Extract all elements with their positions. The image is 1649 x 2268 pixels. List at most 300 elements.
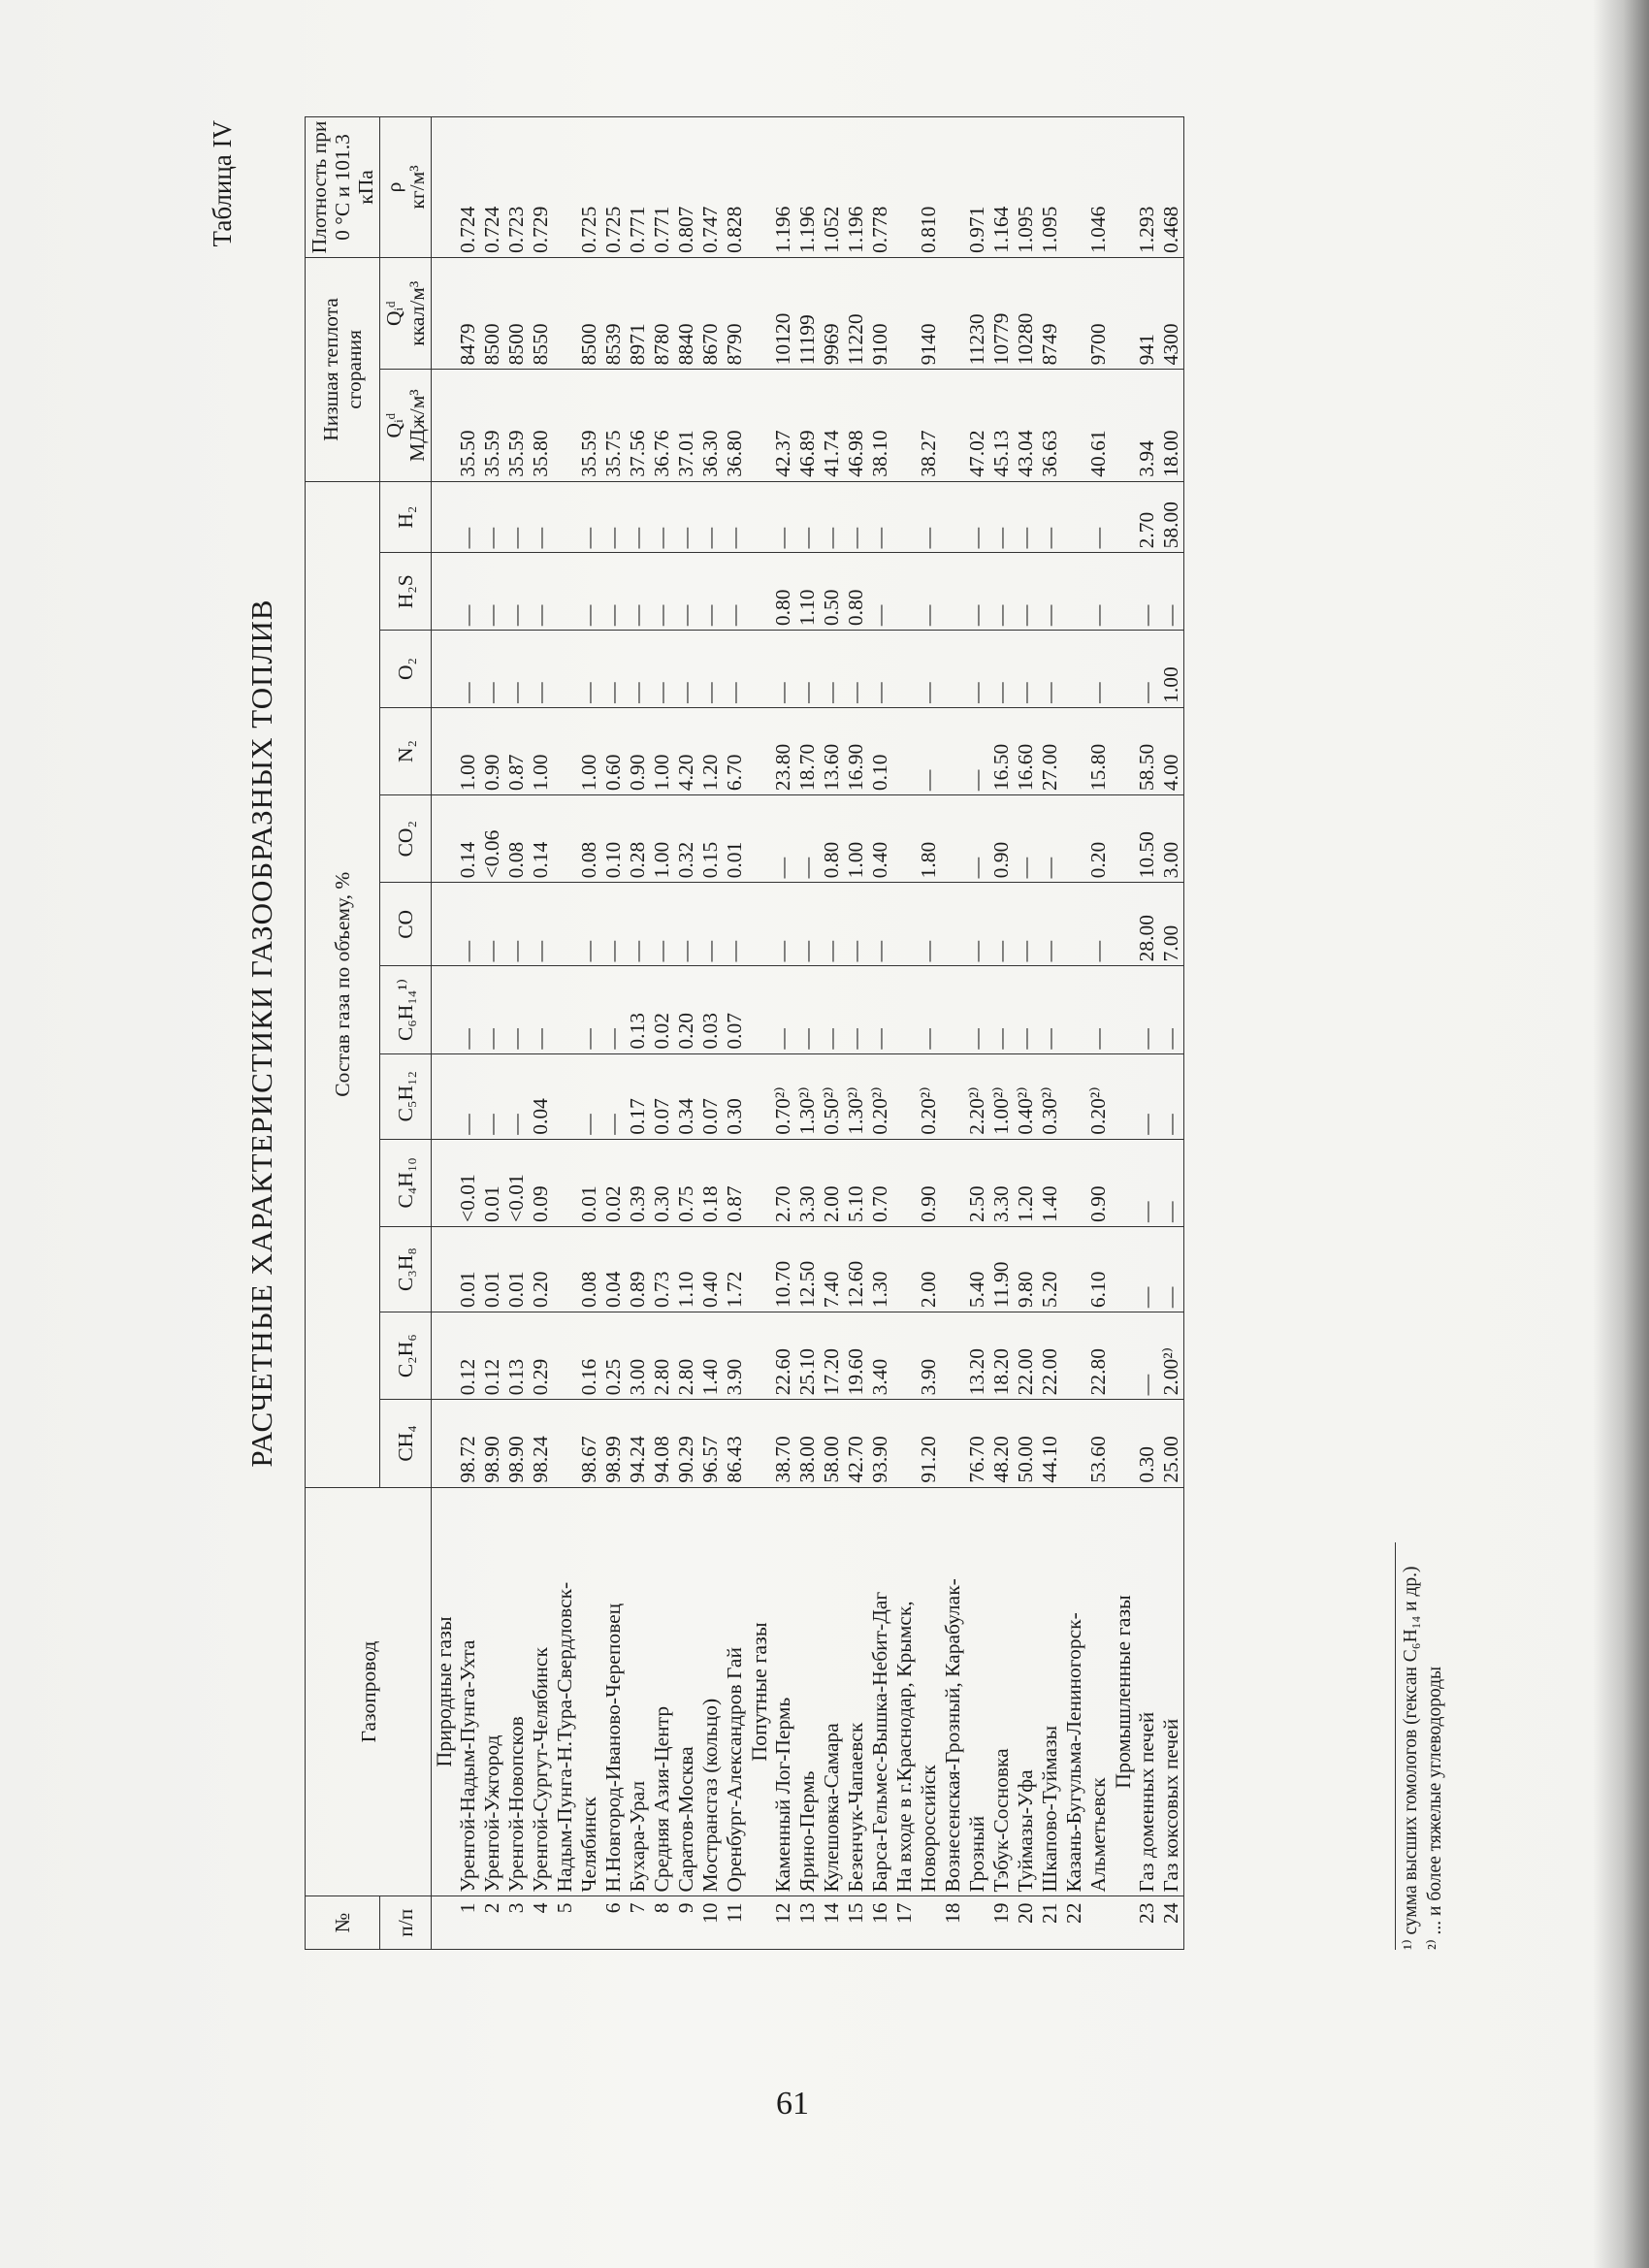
- value-cell: [553, 795, 577, 883]
- density-line1: Плотность при: [307, 120, 331, 254]
- value-cell: 94.24: [626, 1400, 650, 1487]
- section-title: Промышленные газы: [1111, 1487, 1135, 1896]
- value-cell: [553, 553, 577, 631]
- row-number: 12: [771, 1896, 795, 1950]
- table-row: [1038, 117, 1062, 1950]
- value-cell: 3.94: [1135, 370, 1159, 481]
- value-cell: 1.40: [698, 1312, 723, 1400]
- value-cell: —: [601, 481, 626, 553]
- section-blank-cell: [432, 1139, 457, 1226]
- value-cell: [553, 257, 577, 369]
- value-cell: 1.10: [795, 553, 820, 631]
- table-body: [432, 117, 1184, 1950]
- pipeline-name: Газ доменных печей: [1135, 1487, 1159, 1896]
- section-spacer: [747, 1896, 771, 1950]
- value-cell: 37.56: [626, 370, 650, 481]
- value-cell: —: [1014, 631, 1038, 708]
- value-cell: —: [1159, 966, 1184, 1053]
- value-cell: 0.08: [577, 1226, 601, 1312]
- value-cell: 0.15: [698, 795, 723, 883]
- value-cell: 11230: [965, 257, 989, 369]
- pipeline-name: Н.Новгород-Иваново-Череповец: [601, 1487, 626, 1896]
- pipeline-name: Оренбург-Александров Гай: [723, 1487, 747, 1896]
- col-rho: [380, 117, 432, 258]
- table-row: [917, 117, 941, 1950]
- value-cell: —: [844, 481, 868, 553]
- col-number-bottom: п/п: [380, 1896, 432, 1950]
- col-ch4: CH₄: [380, 1400, 432, 1487]
- value-cell: 0.34: [674, 1053, 698, 1139]
- section-blank-cell: [432, 966, 457, 1053]
- value-cell: 8790: [723, 257, 747, 369]
- value-cell: 35.59: [577, 370, 601, 481]
- value-cell: 36.76: [650, 370, 674, 481]
- value-cell: 2.00: [820, 1139, 844, 1226]
- value-cell: [553, 966, 577, 1053]
- value-cell: 0.468: [1159, 117, 1184, 258]
- value-cell: 0.16: [577, 1312, 601, 1400]
- table-row: [1014, 117, 1038, 1950]
- value-cell: 98.24: [529, 1400, 553, 1487]
- value-cell: [941, 553, 965, 631]
- value-cell: [892, 257, 917, 369]
- value-cell: 1.00: [650, 707, 674, 794]
- value-cell: 2.80: [674, 1312, 698, 1400]
- value-cell: 90.29: [674, 1400, 698, 1487]
- value-cell: —: [626, 481, 650, 553]
- value-cell: 0.30: [723, 1053, 747, 1139]
- row-number: [1086, 1896, 1111, 1950]
- value-cell: 0.18: [698, 1139, 723, 1226]
- value-cell: 12.60: [844, 1226, 868, 1312]
- value-cell: —: [601, 883, 626, 966]
- value-cell: <0.06: [480, 795, 504, 883]
- row-number: 4: [529, 1896, 553, 1950]
- value-cell: —: [1086, 883, 1111, 966]
- value-cell: 0.50²⁾: [820, 1053, 844, 1139]
- table-row: [456, 117, 480, 1950]
- value-cell: 3.00: [626, 1312, 650, 1400]
- value-cell: —: [868, 481, 892, 553]
- value-cell: —: [456, 481, 480, 553]
- value-cell: [1062, 1400, 1086, 1487]
- section-blank-cell: [432, 1053, 457, 1139]
- value-cell: 8780: [650, 257, 674, 369]
- row-number: 18: [941, 1896, 965, 1950]
- value-cell: —: [626, 553, 650, 631]
- section-blank-cell: [747, 631, 771, 708]
- value-cell: 2.70: [771, 1139, 795, 1226]
- value-cell: —: [1086, 553, 1111, 631]
- value-cell: —: [1086, 631, 1111, 708]
- value-cell: 0.28: [626, 795, 650, 883]
- col-c6h14: C₆H₁₄¹⁾: [380, 966, 432, 1053]
- value-cell: 0.60: [601, 707, 626, 794]
- section-blank-cell: [1111, 1400, 1135, 1487]
- value-cell: —: [965, 795, 989, 883]
- value-cell: [553, 481, 577, 553]
- value-cell: —: [601, 966, 626, 1053]
- value-cell: —: [795, 883, 820, 966]
- value-cell: 2.00²⁾: [1159, 1312, 1184, 1400]
- value-cell: 13.60: [820, 707, 844, 794]
- value-cell: 47.02: [965, 370, 989, 481]
- value-cell: —: [771, 966, 795, 1053]
- value-cell: 0.87: [723, 1139, 747, 1226]
- value-cell: [892, 370, 917, 481]
- value-cell: [892, 707, 917, 794]
- value-cell: 8670: [698, 257, 723, 369]
- value-cell: 0.89: [626, 1226, 650, 1312]
- value-cell: [1062, 481, 1086, 553]
- section-blank-cell: [747, 966, 771, 1053]
- table-label: Таблица IV: [208, 120, 237, 247]
- value-cell: 0.80: [771, 553, 795, 631]
- value-cell: 1.164: [989, 117, 1014, 258]
- value-cell: 18.70: [795, 707, 820, 794]
- value-cell: [892, 1139, 917, 1226]
- value-cell: [941, 1312, 965, 1400]
- value-cell: —: [674, 481, 698, 553]
- value-cell: —: [529, 631, 553, 708]
- pipeline-name: Надым-Пунга-Н.Тура-Свердловск-: [553, 1487, 577, 1896]
- value-cell: 0.30: [650, 1139, 674, 1226]
- pipeline-name: На входе в г.Краснодар, Крымск,: [892, 1487, 917, 1896]
- section-blank-cell: [747, 883, 771, 966]
- value-cell: 16.50: [989, 707, 1014, 794]
- section-blank-cell: [432, 795, 457, 883]
- value-cell: 0.807: [674, 117, 698, 258]
- col-h2s: H₂S: [380, 553, 432, 631]
- value-cell: 43.04: [1014, 370, 1038, 481]
- table-row: [1086, 117, 1111, 1950]
- value-cell: —: [1014, 481, 1038, 553]
- table-row: [674, 117, 698, 1950]
- value-cell: 0.10: [601, 795, 626, 883]
- value-cell: 35.59: [480, 370, 504, 481]
- value-cell: —: [577, 1053, 601, 1139]
- value-cell: [892, 117, 917, 258]
- section-blank-cell: [747, 1400, 771, 1487]
- value-cell: 4.20: [674, 707, 698, 794]
- row-number: 19: [989, 1896, 1014, 1950]
- table-row: [795, 117, 820, 1950]
- value-cell: —: [917, 631, 941, 708]
- table-row: [529, 117, 553, 1950]
- pipeline-name: Уренгой-Сургут-Челябинск: [529, 1487, 553, 1896]
- value-cell: 5.20: [1038, 1226, 1062, 1312]
- value-cell: 10.70: [771, 1226, 795, 1312]
- value-cell: 2.20²⁾: [965, 1053, 989, 1139]
- value-cell: 0.14: [456, 795, 480, 883]
- value-cell: 0.29: [529, 1312, 553, 1400]
- value-cell: 0.20: [1086, 795, 1111, 883]
- value-cell: —: [844, 966, 868, 1053]
- value-cell: 91.20: [917, 1400, 941, 1487]
- value-cell: —: [844, 631, 868, 708]
- value-cell: 0.20²⁾: [917, 1053, 941, 1139]
- value-cell: 2.00: [917, 1226, 941, 1312]
- value-cell: 3.40: [868, 1312, 892, 1400]
- value-cell: 0.50: [820, 553, 844, 631]
- row-number: 11: [723, 1896, 747, 1950]
- value-cell: —: [626, 631, 650, 708]
- value-cell: [892, 1400, 917, 1487]
- value-cell: —: [577, 631, 601, 708]
- value-cell: [941, 481, 965, 553]
- value-cell: —: [529, 481, 553, 553]
- col-heat: Низшая теплота сгорания: [306, 257, 380, 481]
- value-cell: —: [698, 481, 723, 553]
- value-cell: 0.25: [601, 1312, 626, 1400]
- pipeline-name: Саратов-Москва: [674, 1487, 698, 1896]
- section-row: [747, 117, 771, 1950]
- section-blank-cell: [747, 795, 771, 883]
- value-cell: —: [1135, 631, 1159, 708]
- table-row: [844, 117, 868, 1950]
- value-cell: [892, 481, 917, 553]
- section-blank-cell: [1111, 631, 1135, 708]
- value-cell: 1.00: [529, 707, 553, 794]
- value-cell: —: [529, 553, 553, 631]
- row-number: 20: [1014, 1896, 1038, 1950]
- value-cell: 1.40: [1038, 1139, 1062, 1226]
- value-cell: —: [1014, 795, 1038, 883]
- row-number: [965, 1896, 989, 1950]
- value-cell: 1.72: [723, 1226, 747, 1312]
- value-cell: 41.74: [820, 370, 844, 481]
- value-cell: [941, 631, 965, 708]
- pipeline-name: Тэбук-Сосновка: [989, 1487, 1014, 1896]
- value-cell: —: [504, 883, 529, 966]
- value-cell: 98.72: [456, 1400, 480, 1487]
- value-cell: 0.20: [529, 1226, 553, 1312]
- value-cell: —: [820, 631, 844, 708]
- value-cell: 17.20: [820, 1312, 844, 1400]
- value-cell: 98.90: [480, 1400, 504, 1487]
- row-number: 10: [698, 1896, 723, 1950]
- section-blank-cell: [432, 370, 457, 481]
- value-cell: 0.729: [529, 117, 553, 258]
- col-density: [306, 117, 380, 258]
- value-cell: 10280: [1014, 257, 1038, 369]
- value-cell: —: [868, 631, 892, 708]
- value-cell: 12.50: [795, 1226, 820, 1312]
- value-cell: [553, 883, 577, 966]
- pipeline-name: Челябинск: [577, 1487, 601, 1896]
- value-cell: 8840: [674, 257, 698, 369]
- table-row: [626, 117, 650, 1950]
- value-cell: 0.03: [698, 966, 723, 1053]
- value-cell: [553, 631, 577, 708]
- value-cell: 5.40: [965, 1226, 989, 1312]
- value-cell: —: [698, 883, 723, 966]
- value-cell: —: [1135, 1312, 1159, 1400]
- col-pipeline: Газопровод: [306, 1487, 432, 1896]
- value-cell: [1062, 707, 1086, 794]
- section-blank-cell: [432, 257, 457, 369]
- footnote-1: ¹⁾ сумма высших гомологов (гексан C₆H₁₄ и др.): [1401, 1566, 1421, 1950]
- value-cell: [941, 257, 965, 369]
- value-cell: 8971: [626, 257, 650, 369]
- section-blank-cell: [432, 117, 457, 258]
- row-number: 1: [456, 1896, 480, 1950]
- value-cell: [892, 1312, 917, 1400]
- section-title: Попутные газы: [747, 1487, 771, 1896]
- col-c4h10: C₄H₁₀: [380, 1139, 432, 1226]
- value-cell: —: [698, 553, 723, 631]
- value-cell: —: [989, 553, 1014, 631]
- value-cell: 94.08: [650, 1400, 674, 1487]
- value-cell: 1.095: [1038, 117, 1062, 258]
- value-cell: —: [1014, 553, 1038, 631]
- section-blank-cell: [1111, 1226, 1135, 1312]
- value-cell: 8500: [577, 257, 601, 369]
- value-cell: 0.08: [504, 795, 529, 883]
- header-row-top: [306, 117, 380, 1950]
- row-number: 16: [868, 1896, 892, 1950]
- value-cell: 1.052: [820, 117, 844, 258]
- value-cell: 9.80: [1014, 1226, 1038, 1312]
- value-cell: 7.40: [820, 1226, 844, 1312]
- value-cell: 35.75: [601, 370, 626, 481]
- section-blank-cell: [1111, 1312, 1135, 1400]
- pipeline-name: Шкапово-Туймазы: [1038, 1487, 1062, 1896]
- value-cell: <0.01: [504, 1139, 529, 1226]
- section-blank-cell: [747, 370, 771, 481]
- value-cell: 0.40²⁾: [1014, 1053, 1038, 1139]
- section-blank-cell: [1111, 883, 1135, 966]
- section-blank-cell: [747, 707, 771, 794]
- value-cell: 42.70: [844, 1400, 868, 1487]
- footnote-2: ²⁾ ... и более тяжелые углеводороды: [1425, 1666, 1445, 1950]
- value-cell: —: [1038, 553, 1062, 631]
- value-cell: —: [1159, 1053, 1184, 1139]
- value-cell: 0.771: [626, 117, 650, 258]
- pipeline-name: Барса-Гельмес-Вышка-Небит-Даг: [868, 1487, 892, 1896]
- value-cell: [892, 795, 917, 883]
- value-cell: 98.67: [577, 1400, 601, 1487]
- value-cell: [892, 553, 917, 631]
- value-cell: 1.20: [1014, 1139, 1038, 1226]
- value-cell: 38.70: [771, 1400, 795, 1487]
- value-cell: —: [1038, 481, 1062, 553]
- row-number: 7: [626, 1896, 650, 1950]
- value-cell: 0.20²⁾: [868, 1053, 892, 1139]
- value-cell: —: [1014, 966, 1038, 1053]
- pipeline-name: Мострансгаз (кольцо): [698, 1487, 723, 1896]
- value-cell: 0.70²⁾: [771, 1053, 795, 1139]
- value-cell: 0.32: [674, 795, 698, 883]
- fuel-properties-table: [305, 116, 1184, 1950]
- value-cell: 1.00: [1159, 631, 1184, 708]
- table-row: [577, 117, 601, 1950]
- pipeline-name: Кулешовка-Самара: [820, 1487, 844, 1896]
- value-cell: —: [723, 481, 747, 553]
- value-cell: 76.70: [965, 1400, 989, 1487]
- value-cell: 0.771: [650, 117, 674, 258]
- value-cell: —: [965, 481, 989, 553]
- value-cell: [941, 1400, 965, 1487]
- value-cell: 25.00: [1159, 1400, 1184, 1487]
- value-cell: —: [456, 631, 480, 708]
- section-blank-cell: [1111, 257, 1135, 369]
- table-row: [771, 117, 795, 1950]
- binding-shadow: [1593, 0, 1649, 2268]
- value-cell: [1062, 553, 1086, 631]
- value-cell: —: [456, 966, 480, 1053]
- row-number: 17: [892, 1896, 917, 1950]
- value-cell: 1.196: [795, 117, 820, 258]
- value-cell: —: [868, 553, 892, 631]
- value-cell: —: [577, 883, 601, 966]
- value-cell: 8550: [529, 257, 553, 369]
- value-cell: 96.57: [698, 1400, 723, 1487]
- value-cell: —: [1159, 1139, 1184, 1226]
- col-co2: CO₂: [380, 795, 432, 883]
- value-cell: 8500: [480, 257, 504, 369]
- table-row: [868, 117, 892, 1950]
- value-cell: 11220: [844, 257, 868, 369]
- value-cell: 0.13: [504, 1312, 529, 1400]
- density-line2: 0 °С и 101.3 кПа: [331, 134, 378, 241]
- value-cell: 0.70: [868, 1139, 892, 1226]
- value-cell: 37.01: [674, 370, 698, 481]
- value-cell: —: [504, 553, 529, 631]
- value-cell: 1.00: [456, 707, 480, 794]
- value-cell: 0.20: [674, 966, 698, 1053]
- value-cell: —: [480, 481, 504, 553]
- value-cell: —: [965, 707, 989, 794]
- value-cell: —: [650, 553, 674, 631]
- value-cell: 58.00: [1159, 481, 1184, 553]
- table-row: [989, 117, 1014, 1950]
- row-number: 22: [1062, 1896, 1086, 1950]
- section-blank-cell: [747, 257, 771, 369]
- value-cell: 0.30: [1135, 1400, 1159, 1487]
- value-cell: 15.80: [1086, 707, 1111, 794]
- value-cell: —: [504, 1053, 529, 1139]
- value-cell: —: [771, 481, 795, 553]
- value-cell: 0.810: [917, 117, 941, 258]
- value-cell: 0.39: [626, 1139, 650, 1226]
- value-cell: 22.00: [1014, 1312, 1038, 1400]
- value-cell: 8479: [456, 257, 480, 369]
- value-cell: —: [1135, 966, 1159, 1053]
- value-cell: 1.046: [1086, 117, 1111, 258]
- value-cell: [1062, 1053, 1086, 1139]
- section-blank-cell: [1111, 481, 1135, 553]
- value-cell: 0.723: [504, 117, 529, 258]
- section-row: [1111, 117, 1135, 1950]
- value-cell: [892, 883, 917, 966]
- value-cell: [553, 707, 577, 794]
- value-cell: 16.60: [1014, 707, 1038, 794]
- value-cell: [1062, 117, 1086, 258]
- value-cell: —: [456, 1053, 480, 1139]
- value-cell: —: [1135, 1226, 1159, 1312]
- pipeline-name: Новороссийск: [917, 1487, 941, 1896]
- value-cell: 0.12: [480, 1312, 504, 1400]
- pipeline-name: Туймазы-Уфа: [1014, 1487, 1038, 1896]
- value-cell: 28.00: [1135, 883, 1159, 966]
- value-cell: 8539: [601, 257, 626, 369]
- value-cell: —: [1159, 1226, 1184, 1312]
- value-cell: 23.80: [771, 707, 795, 794]
- value-cell: 13.20: [965, 1312, 989, 1400]
- table-row: [480, 117, 504, 1950]
- value-cell: 0.02: [650, 966, 674, 1053]
